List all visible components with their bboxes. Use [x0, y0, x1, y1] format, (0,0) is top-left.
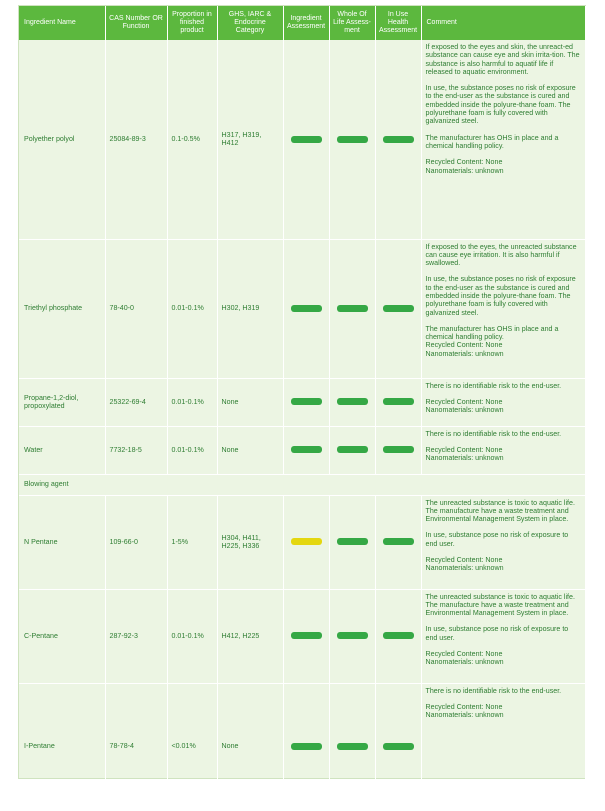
whole-of-life-assessment-cell [329, 683, 375, 810]
ingredient-assessment-cell [283, 239, 329, 378]
comment-paragraph: In use, substance pose no risk of exposure to end user. [425, 625, 569, 642]
in-use-health-assessment-cell [375, 40, 421, 239]
whole-of-life-assessment-rating-bar [337, 136, 368, 143]
paragraph-gap [426, 317, 581, 325]
comment-cell [421, 426, 585, 474]
header-ingredient-assessment: Ingredient Assessment [283, 6, 329, 40]
comment-paragraph: Recycled Content: None [425, 341, 503, 350]
whole-of-life-assessment-rating-bar [337, 305, 368, 312]
cas-number-cell: 287-92-3 [105, 589, 167, 683]
whole-of-life-assessment-cell [329, 40, 375, 239]
ingredient-assessment-cell [283, 495, 329, 589]
whole-of-life-assessment-rating-bar [337, 538, 368, 545]
paragraph-gap [426, 548, 581, 556]
ingredient-assessment-rating-bar [291, 136, 322, 143]
ghs-category-cell: None [217, 378, 283, 426]
header-in-use-health: In Use Health Assessment [375, 6, 421, 40]
ghs-category-cell: H302, H319 [217, 239, 283, 378]
comment-paragraph: There is no identifiable risk to the end-user. [425, 686, 562, 695]
in-use-health-assessment-rating-bar [383, 446, 414, 453]
in-use-health-assessment-rating-bar [383, 538, 414, 545]
table-row [19, 426, 585, 474]
in-use-health-assessment-rating-bar [383, 632, 414, 639]
ingredient-assessment-table [19, 6, 586, 811]
in-use-health-assessment-cell [375, 683, 421, 810]
section-row [19, 474, 585, 495]
paragraph-gap [426, 438, 581, 446]
in-use-health-assessment-rating-bar [383, 136, 414, 143]
paragraph-gap [426, 76, 581, 84]
cas-number-cell: 78-40-0 [105, 239, 167, 378]
table-row [19, 239, 585, 378]
comment-paragraph: There is no identifiable risk to the end-user. [425, 381, 562, 390]
proportion-cell: 0.1-0.5% [167, 40, 217, 239]
cas-number-cell: 7732-18-5 [105, 426, 167, 474]
comment-cell [421, 589, 585, 683]
in-use-health-assessment-rating-bar [383, 398, 414, 405]
comment-paragraph: The manufacturer has OHS in place and a chemical handling policy. [425, 324, 559, 342]
proportion-cell: 0.01-0.1% [167, 426, 217, 474]
whole-of-life-assessment-cell [329, 378, 375, 426]
paragraph-gap [426, 390, 581, 398]
comment-paragraph: In use, the substance poses no risk of exposure to the end-user as the substance is cured and embedded inside the polyure-thane foam. The polyurethane foam is fully covered with galvanized steel. [425, 84, 576, 126]
assessment-table-panel [18, 5, 586, 779]
in-use-health-assessment-cell [375, 589, 421, 683]
paragraph-gap [426, 126, 581, 134]
proportion-cell: 0.01-0.1% [167, 239, 217, 378]
header-whole-of-life: Whole Of Life Assess-ment [329, 6, 375, 40]
ingredient-assessment-rating-bar [291, 446, 322, 453]
ingredient-name-cell: Triethyl phosphate [19, 239, 105, 378]
paragraph-gap [426, 523, 581, 531]
proportion-cell: 1-5% [167, 495, 217, 589]
comment-cell [421, 683, 585, 810]
comment-paragraph: In use, substance pose no risk of exposure to end user. [425, 531, 569, 548]
comment-paragraph: In use, the substance poses no risk of exposure to the end-user as the substance is cured and embedded inside the polyure-thane foam. The polyurethane foam is fully covered with galvanized steel. [425, 275, 576, 317]
ghs-category-cell: H304, H411, H225, H336 [217, 495, 283, 589]
ingredient-name-cell: I-Pentane [19, 683, 105, 810]
header-proportion: Proportion in finished product [167, 6, 217, 40]
comment-paragraph: The manufacturer has OHS in place and a chemical handling policy. [425, 133, 559, 150]
comment-paragraph: The unreacted substance is toxic to aquatic life. The manufacture have a waste treatment and Environmental Management System in place. [425, 498, 575, 524]
comment-cell [421, 495, 585, 589]
header-ingredient-name: Ingredient Name [19, 6, 105, 40]
table-header-row [19, 6, 585, 40]
ingredient-assessment-rating-bar [291, 305, 322, 312]
ingredient-name-cell: N Pentane [19, 495, 105, 589]
table-row [19, 40, 585, 239]
header-cas-number: CAS Number OR Function [105, 6, 167, 40]
ingredient-name-cell: C-Pentane [19, 589, 105, 683]
in-use-health-assessment-cell [375, 378, 421, 426]
comment-paragraph: Recycled Content: None [425, 702, 503, 711]
table-body [19, 40, 585, 810]
cas-number-cell: 109-66-0 [105, 495, 167, 589]
in-use-health-assessment-rating-bar [383, 305, 414, 312]
cas-number-cell: 78-78-4 [105, 683, 167, 810]
paragraph-gap [426, 150, 581, 158]
ingredient-assessment-rating-bar [291, 632, 322, 639]
comment-paragraph: Nanomaterials: unknown [425, 166, 504, 175]
whole-of-life-assessment-cell [329, 495, 375, 589]
comment-paragraph: Recycled Content: None [425, 445, 503, 454]
ghs-category-cell: None [217, 426, 283, 474]
proportion-cell: <0.01% [167, 683, 217, 810]
comment-paragraph: Recycled Content: None [425, 397, 503, 406]
comment-cell [421, 239, 585, 378]
comment-paragraph: Recycled Content: None [425, 158, 503, 167]
ghs-category-cell: H412, H225 [217, 589, 283, 683]
ingredient-assessment-rating-bar [291, 743, 322, 750]
ingredient-assessment-cell [283, 426, 329, 474]
comment-paragraph: Nanomaterials: unknown [425, 658, 504, 667]
cas-number-cell: 25084-89-3 [105, 40, 167, 239]
comment-paragraph: Nanomaterials: unknown [425, 564, 504, 573]
paragraph-gap [426, 642, 581, 650]
proportion-cell: 0.01-0.1% [167, 378, 217, 426]
table-row [19, 683, 585, 810]
comment-paragraph: Recycled Content: None [425, 649, 503, 658]
comment-paragraph: There is no identifiable risk to the end-user. [425, 429, 562, 438]
paragraph-gap [426, 617, 581, 625]
ingredient-assessment-rating-bar [291, 538, 322, 545]
table-row [19, 589, 585, 683]
cas-number-cell: 25322-69-4 [105, 378, 167, 426]
comment-paragraph: Recycled Content: None [425, 555, 503, 564]
whole-of-life-assessment-cell [329, 589, 375, 683]
comment-cell [421, 378, 585, 426]
in-use-health-assessment-cell [375, 239, 421, 378]
ghs-category-cell: None [217, 683, 283, 810]
ingredient-assessment-rating-bar [291, 398, 322, 405]
table-row [19, 378, 585, 426]
table-row [19, 495, 585, 589]
whole-of-life-assessment-cell [329, 426, 375, 474]
in-use-health-assessment-cell [375, 495, 421, 589]
ingredient-name-cell: Water [19, 426, 105, 474]
whole-of-life-assessment-rating-bar [337, 446, 368, 453]
section-label: Blowing agent [19, 474, 585, 495]
header-comment: Comment [421, 6, 585, 40]
ghs-category-cell: H317, H319, H412 [217, 40, 283, 239]
comment-paragraph: Nanomaterials: unknown [425, 406, 504, 415]
ingredient-assessment-cell [283, 40, 329, 239]
in-use-health-assessment-rating-bar [383, 743, 414, 750]
comment-paragraph: Nanomaterials: unknown [425, 349, 504, 358]
ingredient-name-cell: Propane-1,2-diol, propoxylated [19, 378, 105, 426]
whole-of-life-assessment-rating-bar [337, 632, 368, 639]
whole-of-life-assessment-rating-bar [337, 398, 368, 405]
ingredient-assessment-cell [283, 683, 329, 810]
header-ghs-category: GHS, IARC & Endocrine Category [217, 6, 283, 40]
comment-paragraph: If exposed to the eyes and skin, the unreact-ed substance can cause eye and skin irrita-tion. The substance is also harmful to aquatif life if released to aquatic environment. [425, 43, 580, 76]
comment-paragraph: The unreacted substance is toxic to aquatic life. The manufacture have a waste treatment and Environmental Management System in place. [425, 592, 575, 618]
whole-of-life-assessment-rating-bar [337, 743, 368, 750]
comment-paragraph: Nanomaterials: unknown [425, 454, 504, 463]
comment-paragraph: If exposed to the eyes, the unreacted substance can cause eye irritation. It is also harmful if swallowed. [425, 242, 577, 268]
comment-paragraph: Nanomaterials: unknown [425, 711, 504, 720]
ingredient-assessment-cell [283, 589, 329, 683]
ingredient-name-cell: Polyether polyol [19, 40, 105, 239]
whole-of-life-assessment-cell [329, 239, 375, 378]
in-use-health-assessment-cell [375, 426, 421, 474]
comment-cell [421, 40, 585, 239]
proportion-cell: 0.01-0.1% [167, 589, 217, 683]
paragraph-gap [426, 695, 581, 703]
ingredient-assessment-cell [283, 378, 329, 426]
paragraph-gap [426, 267, 581, 275]
